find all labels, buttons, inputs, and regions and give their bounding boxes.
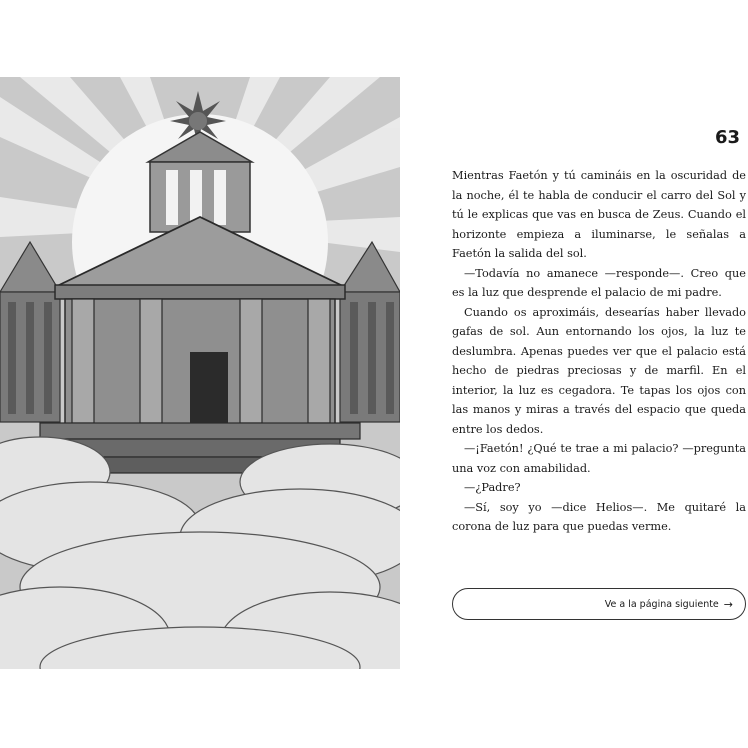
next-page-button[interactable] (452, 588, 746, 620)
paragraph: —Todavía no amanece —responde—. Creo que es la luz que desprende el palacio de mi padre. (452, 266, 746, 299)
arrow-right-icon: → (723, 597, 733, 611)
story-text (452, 166, 746, 537)
paragraph: —¿Padre? (464, 481, 521, 494)
page-number: 63 (715, 127, 741, 148)
paragraph: Mientras Faetón y tú camináis en la oscuridad de la noche, él te habla de conducir el carro del Sol y tú le explicas que vas en busca de Zeus. Cuando el horizonte empieza a iluminarse, le señalas a Faetón la salida del sol. (452, 169, 746, 260)
paragraph: —Sí, soy yo —dice Helios—. Me quitaré la corona de luz para que puedas verme. (452, 500, 746, 533)
next-page-label: Ve a la página siguiente (604, 598, 719, 610)
palace-illustration (0, 77, 400, 669)
paragraph: Cuando os aproximáis, desearías haber llevado gafas de sol. Aun entornando los ojos, la luz te deslumbra. Apenas puedes ver que el palacio está hecho de piedras preciosas y de marfil. En el interior, la luz es cegadora. Te tapas los ojos con las manos y miras a través del espacio que queda entre los dedos. (452, 305, 746, 436)
paragraph: —¡Faetón! ¿Qué te trae a mi palacio? —pregunta una voz con amabilidad. (452, 442, 746, 475)
